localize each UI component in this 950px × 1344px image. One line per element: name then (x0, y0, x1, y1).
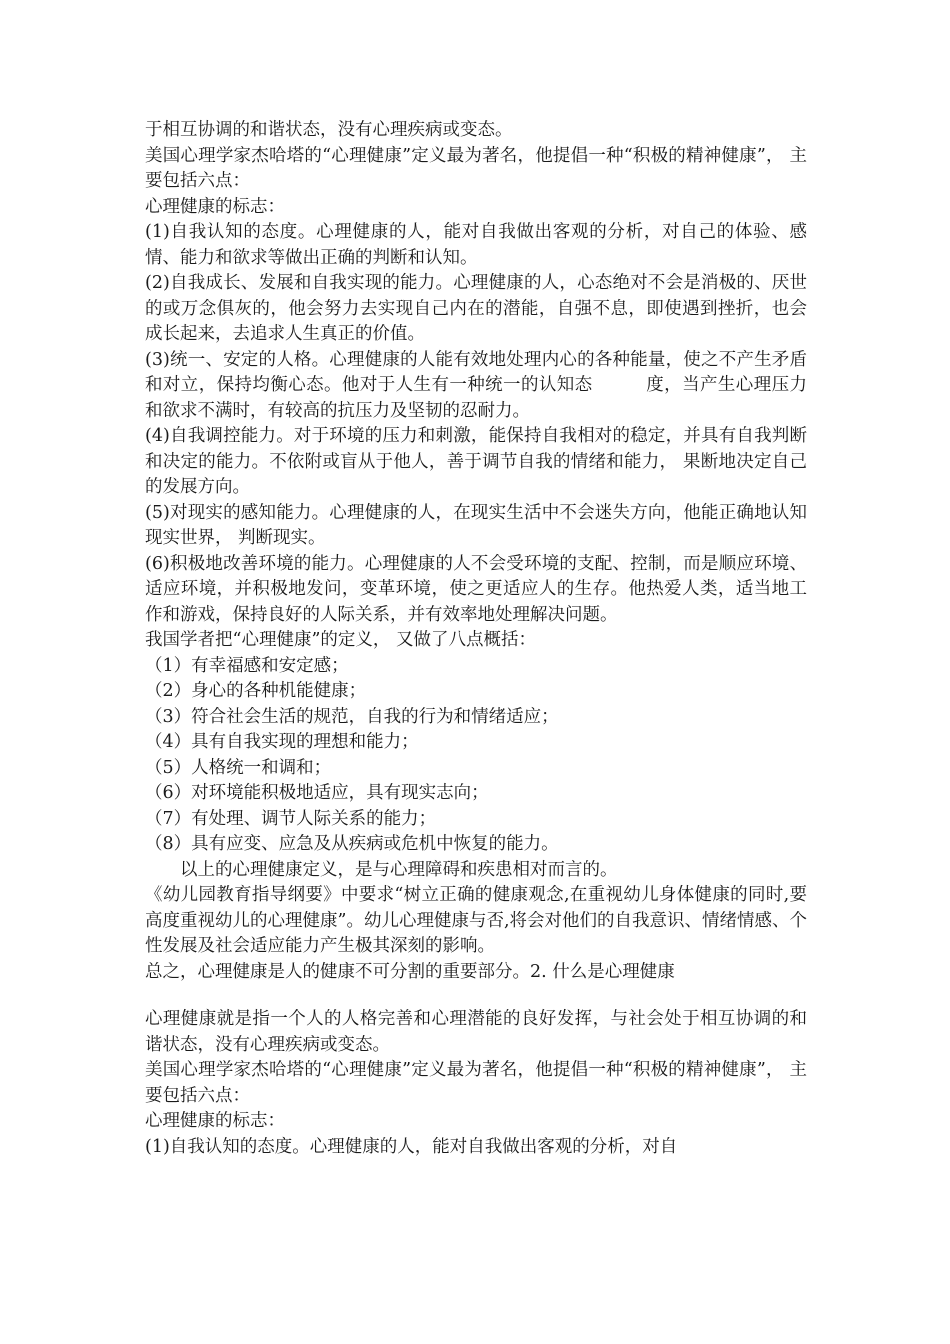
paragraph-conclusion: 总之，心理健康是人的健康不可分割的重要部分。2. 什么是心理健康 (145, 961, 675, 982)
paragraph-point-4: (4)自我调控能力。对于环境的压力和刺激，能保持自我相对的稳定，并具有自我判断和决定的能力。不依附或盲从于他人，善于调节自我的情绪和能力， 果断地决定自己的发展方向。 (145, 426, 807, 497)
paragraph-kindergarten-guideline: 《幼儿园教育指导纲要》中要求“树立正确的健康观念,在重视幼儿身体健康的同时,要高度重视幼儿的心理健康”。幼儿心理健康与否,将会对他们的自我意识、情绪情感、个性发展及社会适应能力产生极其深刻的影响。 (145, 885, 808, 956)
list-item-2: （2）身心的各种机能健康； (145, 681, 367, 701)
paragraph-point-3: (3)统一、安定的人格。心理健康的人能有效地处理内心的各种能量，使之不产生矛盾和对立，保持均衡心态。他对于人生有一种统一的认知态 度，当产生心理压力和欲求不满时，有较高的抗压力及坚韧的忍耐力。 (145, 349, 807, 421)
paragraph-chinese-scholars: 我国学者把“心理健康”的定义， 又做了八点概括： (145, 630, 536, 650)
list-item-1: （1）有幸福感和安定感； (145, 655, 349, 676)
list-item-7: （7）有处理、调节人际关系的能力； (145, 808, 437, 829)
paragraph-point-5: (5)对现实的感知能力。心理健康的人，在现实生活中不会迷失方向，他能正确地认知现实世界， 判断现实。 (145, 502, 807, 548)
list-item-6: （6）对环境能积极地适应，具有现实志向； (145, 783, 489, 803)
list-item-4: （4）具有自我实现的理想和能力； (145, 732, 419, 752)
list-item-8: （8）具有应变、应急及从疾病或危机中恢复的能力。 (145, 834, 559, 854)
paragraph-point-1: (1)自我认知的态度。心理健康的人，能对自我做出客观的分析，对自己的体验、感情、能力和欲求等做出正确的判断和认知。 (145, 222, 807, 268)
paragraph-jahoda-intro: 美国心理学家杰哈塔的“心理健康”定义最为著名，他提倡一种“积极的精神健康”， 主要包括六点： (145, 145, 807, 191)
section-gap (145, 985, 807, 1007)
paragraph-heading-markers: 心理健康的标志： (145, 196, 285, 217)
paragraph-point-1-repeat: (1)自我认知的态度。心理健康的人，能对自我做出客观的分析，对自 (145, 1136, 678, 1157)
list-item-5: （5）人格统一和调和； (145, 757, 332, 778)
paragraph-continuation: 于相互协调的和谐状态，没有心理疾病或变态。 (145, 120, 513, 140)
paragraph-definition-note: 以上的心理健康定义，是与心理障碍和疾患相对而言的。 (180, 859, 618, 880)
paragraph-heading-markers-repeat: 心理健康的标志： (145, 1111, 285, 1131)
paragraph-point-6: (6)积极地改善环境的能力。心理健康的人不会受环境的支配、控制，而是顺应环境、适应环境，并积极地发问，变革环境，使之更适应人的生存。他热爱人类，适当地工作和游戏，保持良好的人际关系，并有效率地处理解决问题。 (145, 553, 807, 625)
document-body (145, 118, 807, 1160)
paragraph-definition: 心理健康就是指一个人的人格完善和心理潜能的良好发挥，与社会处于相互协调的和谐状态，没有心理疾病或变态。 (145, 1009, 807, 1055)
list-item-3: （3）符合社会生活的规范，自我的行为和情绪适应； (145, 706, 559, 727)
paragraph-point-2: (2)自我成长、发展和自我实现的能力。心理健康的人，心态绝对不会是消极的、厌世的或万念俱灰的，他会努力去实现自己内在的潜能，自强不息，即使遇到挫折，也会成长起来，去追求人生真正的价值。 (145, 273, 807, 344)
paragraph-jahoda-intro-repeat: 美国心理学家杰哈塔的“心理健康”定义最为著名，他提倡一种“积极的精神健康”， 主要包括六点： (145, 1060, 807, 1106)
